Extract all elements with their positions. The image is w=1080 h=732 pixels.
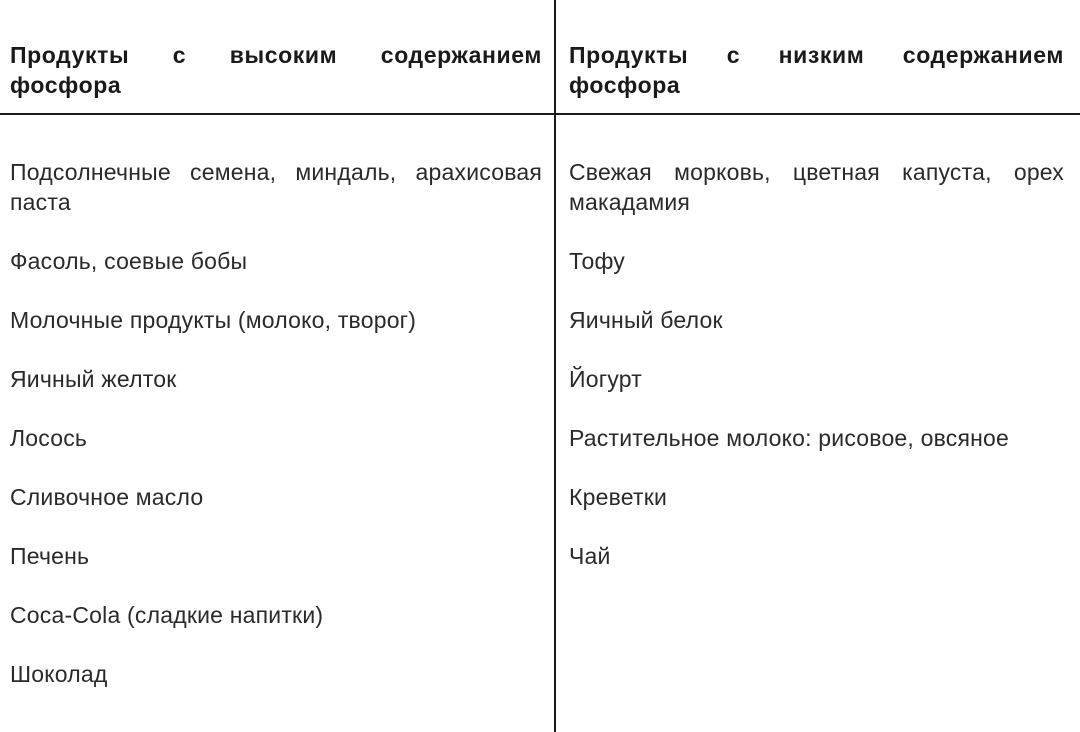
list-item: Креветки xyxy=(569,484,668,510)
list-item: Подсолнечные семена, миндаль, арахисовая паста xyxy=(10,159,542,215)
list-item: Шоколад xyxy=(10,661,108,687)
list-item: Чай xyxy=(569,543,611,569)
list-item: Лосось xyxy=(10,425,88,451)
list-item: Сливочное масло xyxy=(10,484,204,510)
high-phosphorus-list xyxy=(10,157,542,718)
high-phosphorus-header: Продукты с высоким содержанием фосфора xyxy=(10,42,542,98)
list-item: Яичный белок xyxy=(569,307,723,333)
header-divider xyxy=(0,113,1080,115)
list-item: Яичный желток xyxy=(10,366,177,392)
list-item: Coca-Cola (сладкие напитки) xyxy=(10,602,324,628)
list-item: Растительное молоко: рисовое, овсяное xyxy=(569,425,1009,451)
list-item: Молочные продукты (молоко, творог) xyxy=(10,307,417,333)
list-item: Печень xyxy=(10,543,90,569)
list-item: Свежая морковь, цветная капуста, орех макадамия xyxy=(569,159,1064,215)
list-item: Тофу xyxy=(569,248,626,274)
low-phosphorus-header: Продукты с низким содержанием фосфора xyxy=(569,42,1064,98)
column-divider xyxy=(554,0,556,732)
list-item: Фасоль, соевые бобы xyxy=(10,248,248,274)
low-phosphorus-list xyxy=(569,157,1064,600)
list-item: Йогурт xyxy=(569,366,642,392)
